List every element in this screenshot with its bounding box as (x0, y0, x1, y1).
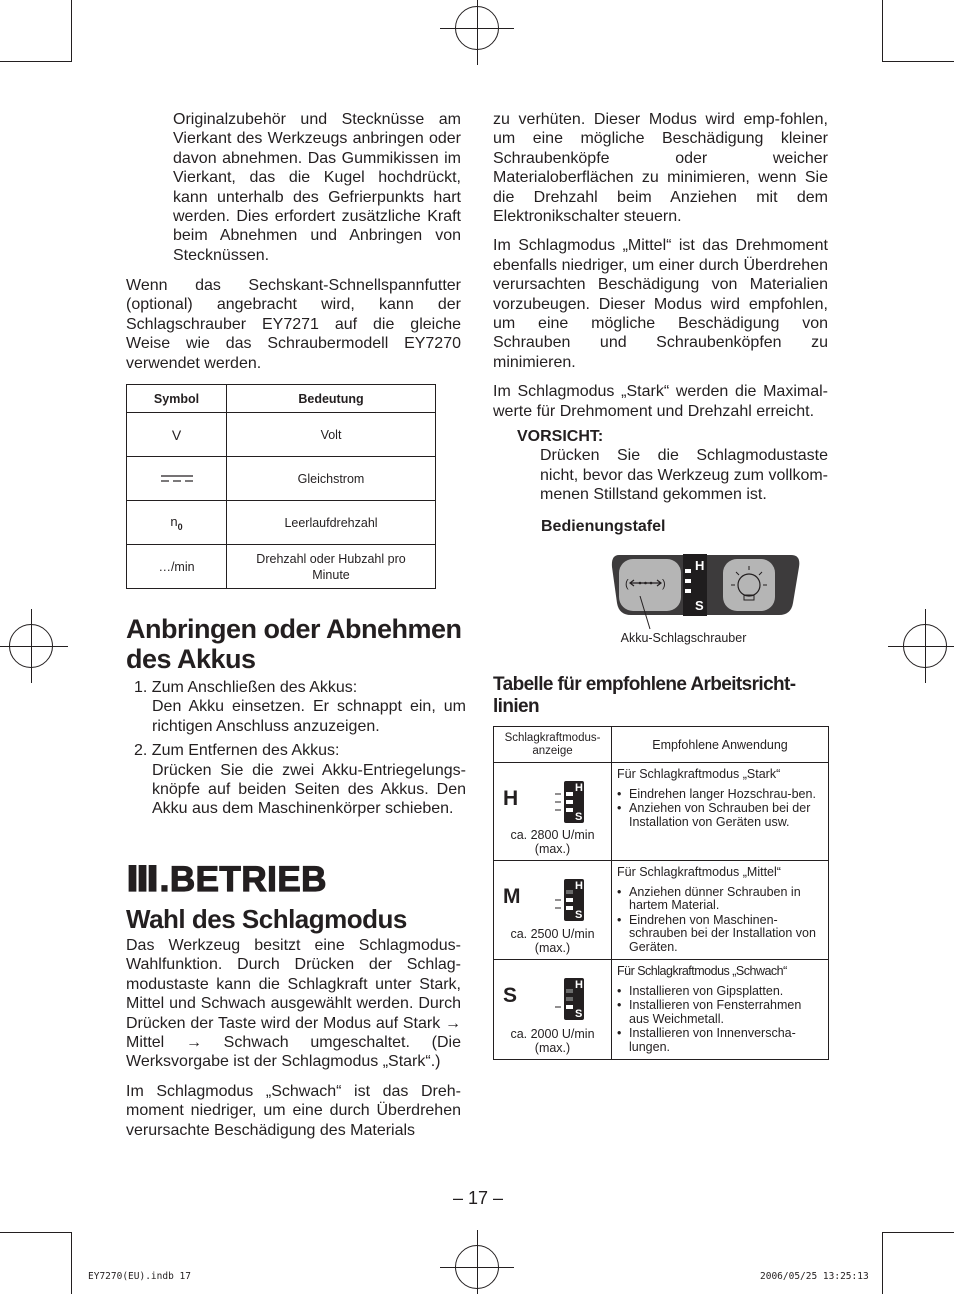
symbol-cell: V (127, 413, 227, 457)
svg-text:H: H (695, 558, 705, 573)
guidelines-heading: Tabelle für empfohlene Arbeitsricht-linien (493, 674, 796, 717)
page-number: – 17 – (452, 1188, 504, 1208)
mode-title: Für Schlagkraftmodus „Schwach“ (617, 964, 787, 978)
table-row (127, 545, 436, 589)
use-cell (612, 763, 829, 861)
chapter-numeral: Ⅲ. (126, 860, 170, 899)
list-item: • Anziehen dünner Schrauben in hartem Material. (617, 886, 822, 913)
mode-title: Für Schlagkraftmodus „Mittel“ (617, 865, 781, 879)
symbol-cell: $n_0$ (127, 501, 227, 545)
mode-title: Für Schlagkraftmodus „Stark“ (617, 767, 781, 781)
list-item: • Anziehen von Schrauben bei der Installation von Geräten usw. (617, 802, 822, 829)
speed-value: ca. 2000 U/min (max.) (510, 1027, 595, 1055)
mode-heading: Wahl des Schlagmodus (126, 904, 407, 934)
caution-label: VORSICHT: (517, 428, 604, 446)
mode-cell-s (494, 960, 612, 1060)
guidelines-table-wrap (493, 726, 829, 1060)
table-row (494, 763, 829, 861)
svg-text:H: H (575, 979, 583, 991)
battery-section (126, 614, 466, 824)
svg-text:S: S (575, 909, 583, 921)
use-cell (612, 960, 829, 1060)
right-text-block (493, 110, 828, 536)
strong-mode-paragraph: Im Schlagmodus „Stark“ werden die Maximal-werte für Drehmoment und Drehzahl erreicht. (493, 383, 828, 420)
chapter-title: BETRIEB (169, 860, 327, 899)
svg-text:S: S (575, 811, 583, 823)
mode-section (126, 904, 461, 1140)
caution-block (493, 427, 828, 504)
caution-text: Drücken Sie die Schlagmodustaste nicht, bevor das Werkzeug zum vollkom-menen Stillstand gekommen ist. (540, 447, 828, 503)
list-item: • Installieren von Fensterrahmen aus Weichmetall. (617, 999, 822, 1026)
registration-mark-left (9, 624, 53, 668)
mode-indicator-icon (552, 976, 586, 1022)
table-row (494, 861, 829, 960)
list-item: 2. Zum Entfernen des Akkus: Drücken Sie die zwei Akku-Entriegelungs-knöpfe auf beiden Seiten des Akkus. Den Akku aus dem Maschinenkörper schieben. (134, 742, 466, 818)
svg-text:(: ( (625, 578, 629, 590)
list-item: • Installieren von Innenverscha-lungen. (617, 1027, 822, 1054)
slug-file: EY7270(EU).indb 17 (88, 1271, 191, 1282)
use-cell (612, 861, 829, 960)
list-item: 1. Zum Anschließen des Akkus: Den Akku einsetzen. Er schnappt ein, um richtigen Anschluss anzuzeigen. (134, 679, 466, 735)
weak-mode-paragraph-start: Im Schlagmodus „Schwach“ ist das Dreh-moment niedriger, um eine durch Überdrehen verursachte Beschädigung des Materials (126, 1082, 461, 1139)
table-row (494, 960, 829, 1060)
mode-paragraph: Das Werkzeug besitzt eine Schlagmodus-Wahlfunktion. Durch Drücken der Schlag-modustaste kann die Schlagkraft unter Stark, Mittel und Schwach ausgewählt werden. Durch Drücken der Taste wird der Modus auf Stark → Mittel → Schwach umgeschaltet. (Die Werksvorgabe ist der Schlagmodus „Stark“.) (126, 937, 461, 1071)
svg-text:S: S (575, 1008, 583, 1020)
registration-mark-bottom (455, 1245, 499, 1289)
table-row (127, 413, 436, 457)
registration-mark-right (903, 624, 947, 668)
guidelines-heading-wrap (493, 674, 833, 718)
list-item: • Eindrehen langer Hozschrau-ben. (617, 788, 822, 802)
mode-cell-m (494, 861, 612, 960)
meaning-cell: Gleichstrom (227, 457, 436, 501)
meaning-cell: Leerlaufdrehzahl (227, 501, 436, 545)
battery-heading: Anbringen oder Abnehmen des Akkus (126, 614, 462, 674)
panel-heading: Bedienungstafel (541, 518, 666, 536)
intro-indented-paragraph: Originalzubehör und Stecknüsse am Vierkant des Werkzeugs anbringen oder davon abnehmen. Das Gummikissen im Vierkant, das die Kugel hochdrückt, kann unterhalb des Gefrierpunkts hart werden. Dies erfordert zusätzliche Kraft beim Abnehmen und Anbringen von Stecknüssen. (173, 111, 461, 264)
mode-letter: S (503, 984, 518, 1007)
svg-text:): ) (662, 578, 666, 590)
list-item: • Installieren von Gipsplatten. (617, 985, 822, 999)
speed-value: ca. 2800 U/min (max.) (510, 828, 595, 856)
meaning-cell: Volt (227, 413, 436, 457)
mode-cell-h (494, 763, 612, 861)
table-row (127, 457, 436, 501)
symbol-cell: …/min (127, 545, 227, 589)
slug-timestamp: 2006/05/25 13:25:13 (760, 1271, 869, 1282)
recommended-use-header: Empfohlene Anwendung (612, 727, 829, 763)
medium-mode-paragraph: Im Schlagmodus „Mittel“ ist das Drehmoment ebenfalls niedriger, um einer durch Überdrehen verursachten Beschädigung von Materialien vorzubeugen. Dieser Modus wird empfohlen, um eine mögliche Beschädigung von Schrauben und Schraubenköpfen zu minimieren. (493, 237, 828, 371)
table-row (127, 501, 436, 545)
svg-text:H: H (575, 880, 583, 892)
guidelines-table (493, 726, 829, 1060)
symbol-header: Symbol (127, 385, 227, 413)
chapter-heading (126, 860, 466, 900)
chuck-paragraph: Wenn das Sechskant-Schnellspannfutter (optional) angebracht wird, kann der Schlagschrauber EY7271 auf die gleiche Weise wie das Schraubermodell EY7270 verwendet werden. (126, 277, 461, 372)
registration-mark-top (455, 6, 499, 50)
meaning-header: Bedeutung (227, 385, 436, 413)
svg-text:H: H (575, 782, 583, 794)
mode-letter: M (503, 885, 521, 908)
weak-mode-paragraph-end: zu verhüten. Dieser Modus wird emp-fohlen, um eine mögliche Beschädigung kleiner Schraubenköpfe oder weicher Materialoberflächen zu minimieren, wenn Sie die Drehzahl beim Anziehen mit dem Elektronikschalter steuern. (493, 111, 828, 226)
mode-letter: H (503, 787, 519, 810)
panel-caption: Akku-Schlagschrauber (620, 631, 747, 645)
svg-text:S: S (695, 598, 704, 613)
symbol-table-wrap (126, 384, 436, 589)
mode-indicator-icon (552, 877, 586, 923)
mode-display-header: Schlagkraftmodus-anzeige (494, 727, 612, 763)
meaning-cell: Drehzahl oder Hubzahl pro Minute (227, 545, 436, 589)
speed-value: ca. 2500 U/min (max.) (510, 927, 595, 955)
callout-leader-line (636, 596, 656, 630)
list-item: • Eindrehen von Maschinen-schrauben bei der Installation von Geräten. (617, 914, 822, 955)
symbol-table (126, 384, 436, 589)
direct-current-icon (127, 457, 227, 501)
battery-steps (126, 678, 466, 819)
mode-indicator-icon (552, 779, 586, 825)
